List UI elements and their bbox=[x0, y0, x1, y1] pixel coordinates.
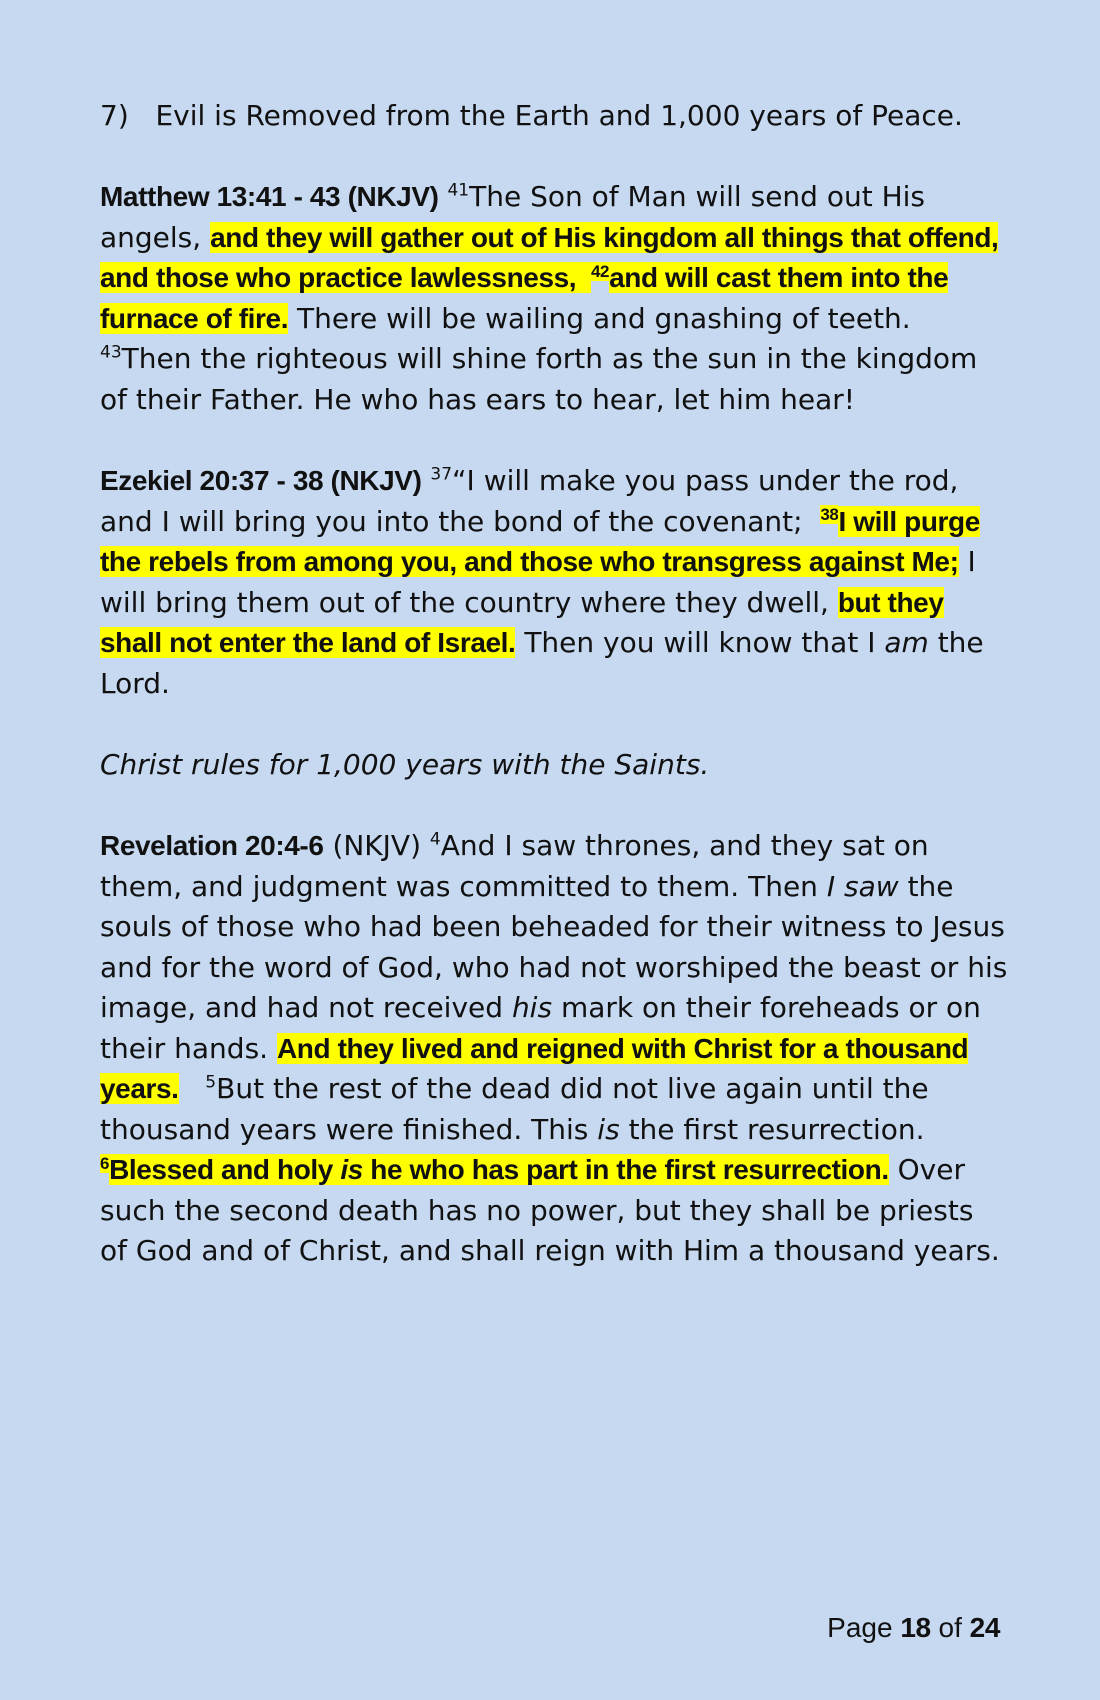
passage-revelation bbox=[100, 826, 1008, 1272]
of-label: of bbox=[938, 1612, 962, 1643]
ezekiel-highlight-1: I will purge the rebels from among you, and those who transgress against Me; bbox=[100, 505, 980, 577]
revelation-highlight-italic-is: is bbox=[340, 1154, 363, 1185]
page-number-footer bbox=[780, 1608, 1000, 1648]
italic-note: Christ rules for 1,000 years with the Saints. bbox=[100, 748, 710, 781]
ezekiel-text-4: the Lord. bbox=[100, 626, 984, 700]
heading-number: 7) bbox=[100, 99, 129, 132]
verse-43-number: 43 bbox=[100, 342, 122, 363]
verse-42-number: 42 bbox=[590, 261, 610, 281]
matthew-reference: Matthew 13:41 - 43 (NKJV) bbox=[100, 181, 439, 212]
verse-37-number: 37 bbox=[430, 464, 453, 485]
verse-6-number: 6 bbox=[100, 1153, 110, 1173]
revelation-reference: Revelation 20:4-6 bbox=[100, 830, 324, 861]
section-heading bbox=[100, 96, 1008, 136]
verse-41-number: 41 bbox=[447, 180, 470, 201]
page-current: 18 bbox=[900, 1612, 931, 1643]
revelation-text-3: mark on their foreheads or on their hands. bbox=[100, 991, 981, 1065]
revelation-text-2: the souls of those who had been beheaded for their witness to Jesus and for the word of God, who had not worshiped the beast or his image, and had not received bbox=[100, 869, 1008, 1024]
passage-ezekiel bbox=[100, 461, 1008, 704]
verse-4-number: 4 bbox=[429, 829, 441, 850]
page-label: Page bbox=[827, 1612, 893, 1643]
revelation-highlight-1: And they lived and reigned with Christ for a thousand years. bbox=[100, 1032, 969, 1104]
passage-matthew bbox=[100, 177, 1008, 420]
ezekiel-highlight-2: but they shall not enter the land of Israel. bbox=[100, 586, 944, 658]
ezekiel-text-2: I will bring them out of the country where they dwell, bbox=[100, 545, 976, 619]
revelation-text-4: But the rest of the dead did not live again until the thousand years were finished. This bbox=[100, 1072, 929, 1146]
verse-5-number: 5 bbox=[205, 1072, 217, 1093]
matthew-highlight-2: and will cast them into the furnace of fire. bbox=[100, 262, 949, 334]
ezekiel-italic-am: am bbox=[884, 626, 929, 659]
revelation-text-5: the first resurrection. bbox=[628, 1112, 925, 1146]
matthew-text-2: There will be wailing and gnashing of teeth. bbox=[297, 301, 911, 335]
revelation-italic-i-saw: I saw bbox=[826, 869, 899, 903]
ezekiel-text-1: “I will make you pass under the rod, and I will bring you into the bond of the covenant; bbox=[100, 464, 959, 538]
revelation-italic-is: is bbox=[597, 1112, 620, 1146]
ezekiel-text-3: Then you will know that I bbox=[524, 626, 876, 659]
page-total: 24 bbox=[969, 1612, 1000, 1643]
revelation-version: (NKJV) bbox=[332, 829, 422, 862]
revelation-highlight-2b: he who has part in the first resurrection. bbox=[370, 1154, 889, 1185]
matthew-text-3: Then the righteous will shine forth as the sun in the kingdom of their Father. He who has ears to hear, let him hear! bbox=[100, 342, 978, 416]
verse-38-number: 38 bbox=[820, 505, 839, 525]
ezekiel-reference: Ezekiel 20:37 - 38 (NKJV) bbox=[100, 465, 422, 496]
revelation-highlight-2a: Blessed and holy bbox=[109, 1154, 333, 1185]
content bbox=[100, 96, 1008, 1313]
heading-text: Evil is Removed from the Earth and 1,000 years of Peace. bbox=[155, 99, 963, 132]
matthew-text-1: The Son of Man will send out His angels, bbox=[100, 180, 926, 254]
matthew-highlight-1: and they will gather out of His kingdom all things that offend, and those who practice lawlessness, bbox=[100, 221, 999, 293]
revelation-italic-his: his bbox=[511, 991, 553, 1024]
revelation-text-6: Over such the second death has no power, but they shall be priests of God and of Christ, and shall reign with Him a thousand years. bbox=[100, 1153, 1000, 1267]
revelation-text-1: And I saw thrones, and they sat on them, and judgment was committed to them. Then bbox=[100, 829, 929, 903]
